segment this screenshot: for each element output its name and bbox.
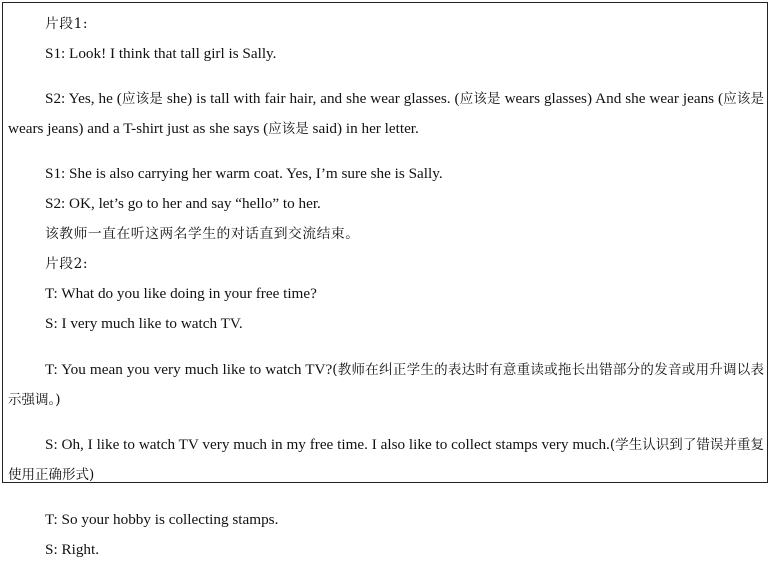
segment1-title: 片段1:	[45, 16, 89, 32]
segment2-line3: T: You mean you very much like to watch TV?(教师在纠正学生的表达时有意重读或拖长出错部分的发音或用升调以表示强调。)	[8, 360, 764, 408]
segment2-line4: S: Oh, I like to watch TV very much in my free time. I also like to collect stamps very much.(学生认识到了错误并重复使用正确形式)	[8, 435, 764, 483]
segment2-line1: T: What do you like doing in your free time?	[45, 285, 317, 303]
segment1-line4: S2: OK, let’s go to her and say “hello” to her.	[45, 195, 321, 213]
segment1-line1: S1: Look! I think that tall girl is Sally.	[45, 45, 277, 62]
segment2-line6: S: Right.	[45, 540, 100, 558]
segment1-line3: S1: She is also carrying her warm coat. Yes, I’m sure she is Sally.	[45, 165, 443, 183]
segment2-line2: S: I very much like to watch TV.	[45, 315, 243, 333]
document-content	[8, 9, 764, 565]
segment1-note: 该教师一直在听这两名学生的对话直到交流结束。	[45, 226, 360, 243]
segment2-line5: T: So your hobby is collecting stamps.	[45, 510, 279, 528]
segment2-title: 片段2:	[45, 256, 89, 273]
segment1-line2: S2: Yes, he (应该是 she) is tall with fair hair, and she wear glasses. (应该是 wears glasses) And she wear jeans (应该是 wears jeans) and a T-shirt just as she says (应该是 said) in her letter.	[8, 90, 765, 138]
